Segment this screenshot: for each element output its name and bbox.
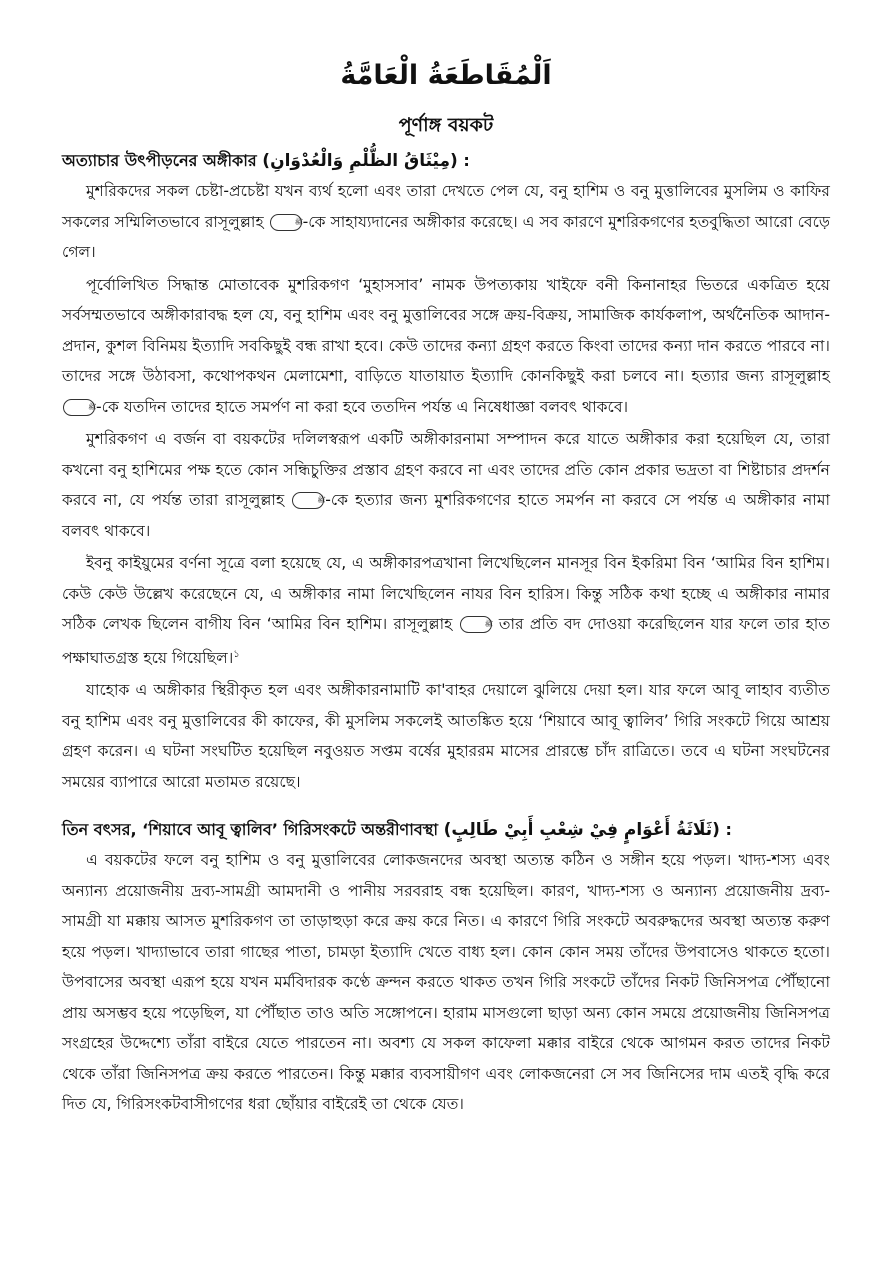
section2-heading [62, 815, 830, 845]
text-run: ইবনু কাইয়ুমের বর্ণনা সূত্রে বলা হয়েছে যে, এ অঙ্গীকারপত্রখানা লিখেছিলেন মানসূর বিন ইকরিমা বিন ‘আমির বিন হাশিম। কেউ কেউ উল্লেখ করেছেনে যে, এ অঙ্গীকার নামা লিখেছিলেন নাযর বিন হারিস। কিন্তু সঠিক কথা হচ্ছে এ অঙ্গীকার নামার সঠিক লেখক ছিলেন বাগীয বিন ‘আমির বিন হাশিম। রাসূলুল্লাহ [62, 554, 830, 633]
text-run: মুশরিকদের সকল চেষ্টা-প্রচেষ্টা যখন ব্যর্থ হলো এবং তারা দেখতে পেল যে, বনু হাশিম ও বনু মুত্তালিবের মুসলিম ও কাফির সকলের সম্মিলিতভাবে রাসূলুল্লাহ [62, 182, 830, 231]
section1-paragraph-4 [62, 548, 830, 673]
salutation-seal-icon: ﷺ [63, 399, 95, 416]
section2-paragraph-1: এ বয়কটের ফলে বনু হাশিম ও বনু মুত্তালিবের লোকজনদের অবস্থা অত্যন্ত কঠিন ও সঙ্গীন হয়ে পড়ল। খাদ্য-শস্য এবং অন্যান্য প্রয়োজনীয় দ্রব্য-সামগ্রী আমদানী ও পানীয় সরবরাহ বন্ধ হয়েছিল। কারণ, খাদ্য-শস্য ও অন্যান্য প্রয়োজনীয় দ্রব্য-সামগ্রী যা মক্কায় আসত মুশরিকগণ তা তাড়াহুড়া করে ক্রয় করে নিত। এ কারণে গিরি সংকটে অবরুদ্ধদের অবস্থা অত্যন্ত করুণ হয়ে পড়ল। খাদ্যাভাবে তারা গাছের পাতা, চামড়া ইত্যাদি খেতে বাধ্য হল। কোন কোন সময় তাঁদের উপবাসেও থাকতে হতো। উপবাসের অবস্থা এরূপ হয়ে যখন মর্মবিদারক কণ্ঠে ক্রন্দন করতে থাকত তখন গিরি সংকটে তাঁদের নিকট জিনিসপত্র পৌঁছানো প্রায় অসম্ভব হয়ে পড়েছিল, যা পৌঁছাত তাও অতি সঙ্গোপনে। হারাম মাসগুলো ছাড়া অন্য কোন সময়ে প্রয়োজনীয় জিনিসপত্র সংগ্রহের উদ্দেশ্যে তাঁরা বাইরে যেতে পারতেন না। অবশ্য যে সকল কাফেলা মক্কার বাইরে থেকে আগমন করত তাদের নিকট থেকে তাঁরা জিনিসপত্র ক্রয় করতে পারতেন। কিন্তু মক্কার ব্যবসায়ীগণ এবং লোকজনেরা সে সব জিনিসের দাম এতই বৃদ্ধি করে দিত যে, গিরিসংকটবাসীগণের ধরা ছোঁয়ার বাইরেই তা থেকে যেত। [62, 851, 830, 1114]
text-run: মুশরিকগণ এ বর্জন বা বয়কটের দলিলস্বরূপ একটি অঙ্গীকারনামা সম্পাদন করে যাতে অঙ্গীকার করা হয়েছিল যে, তারা কখনো বনু হাশিমের পক্ষ হতে কোন সন্ধিচুক্তির প্রস্তাব গ্রহণ করবে না এবং তাদের প্রতি কোন প্রকার ভদ্রতা বা শিষ্টাচার প্রদর্শন করবে না, যে পর্যন্ত তারা রাসূলুল্লাহ [62, 430, 830, 509]
text-run: -কে সাহায্যদানের অঙ্গীকার করেছে। এ সব কারণে মুশরিকগণের হতবুদ্ধিতা আরো বেড়ে গেল। [62, 212, 830, 261]
text-run: তার প্রতি বদ দোওয়া করেছিলেন যার ফলে তার হাত পক্ষাঘাতগ্রস্ত হয়ে গিয়েছিল। [62, 615, 830, 667]
section1-heading-text: অত্যাচার উৎপীড়নের অঙ্গীকার [62, 151, 257, 170]
footnote-marker: ১ [233, 648, 240, 660]
text-run: পূর্বোলিখিত সিদ্ধান্ত মোতাবেক মুশরিকগণ ‘মুহাসসাব’ নামক উপত্যকায় খাইফে বনী কিনানাহর ভিতরে একত্রিত হয়ে সর্বসম্মতভাবে অঙ্গীকারাবদ্ধ হল যে, বনু হাশিম এবং বনু মুত্তালিবের সঙ্গে ক্রয়-বিক্রয়, সামাজিক কার্যকলাপ, অর্থনৈতিক আদান-প্রদান, কুশল বিনিময় ইত্যাদি সবকিছুই বন্ধ রাখা হবে। কেউ তাদের কন্যা গ্রহণ করতে কিংবা তাদের কন্যা দান করতে পারবে না। তাদের সঙ্গে উঠাবসা, কথোপকথন মেলামেশা, বাড়িতে যাতায়াত ইত্যাদি কোনকিছুই করা চলবে না। হত্যার জন্য রাসূলুল্লাহ [62, 275, 830, 385]
section1-paragraph-2 [62, 270, 830, 423]
document-page [62, 52, 830, 1122]
section2-heading-arabic: (ثَلَاثَةُ أَعْوَامٍ فِيْ شِعْبِ أَبِيْ طَالِبٍ) [443, 820, 720, 841]
section2-heading-text: তিন বৎসর, ‘শিয়াবে আবূ ত্বালিব’ গিরিসংকটে অন্তরীণাবস্থা [62, 820, 439, 840]
section1-paragraph-3 [62, 424, 830, 546]
section1-heading-arabic: (مِيْثَاقُ الظُّلْمِ وَالْعُدْوَانِ) [262, 151, 458, 171]
salutation-seal-icon: ﷺ [460, 616, 492, 633]
arabic-title: اَلْمُقَاطَعَةُ الْعَامَّةُ [340, 60, 552, 91]
text-run: -কে হত্যার জন্য মুশরিকগণের হাতে সমর্পন না করবে সে পর্যন্ত এ অঙ্গীকার নামা বলবৎ থাকবে। [62, 491, 830, 540]
bengali-title: পূর্ণাঙ্গ বয়কট [398, 114, 494, 136]
section1-paragraph-1 [62, 176, 830, 268]
section1-paragraph-5: যাহোক এ অঙ্গীকার স্থিরীকৃত হল এবং অঙ্গীকারনামাটি কা'বাহর দেয়ালে ঝুলিয়ে দেয়া হল। যার ফলে আবূ লাহাব ব্যতীত বনু হাশিম এবং বনু মুত্তালিবের কী কাফের, কী মুসলিম সকলেই আতঙ্কিত হয়ে ‘শিয়াবে আবূ ত্বালিব’ গিরি সংকটে গিয়ে আশ্রয় গ্রহণ করেন। এ ঘটনা সংঘটিত হয়েছিল নবুওয়ত সপ্তম বর্ষের মুহাররম মাসের প্রারম্ভে চাঁদ রাত্রিতে। তবে এ ঘটনা সংঘটনের সময়ের ব্যাপারে আরো মতামত রয়েছে। [62, 681, 830, 791]
salutation-seal-icon: ﷺ [292, 492, 324, 509]
text-run: -কে যতদিন তাদের হাতে সমর্পণ না করা হবে ততদিন পর্যন্ত এ নিষেধাজ্ঞা বলবৎ থাকবে। [96, 397, 629, 416]
salutation-seal-icon: ﷺ [270, 214, 302, 231]
section2-heading-suffix: : [719, 820, 732, 840]
section1-heading [62, 146, 830, 176]
section1-heading-suffix: : [457, 151, 470, 170]
